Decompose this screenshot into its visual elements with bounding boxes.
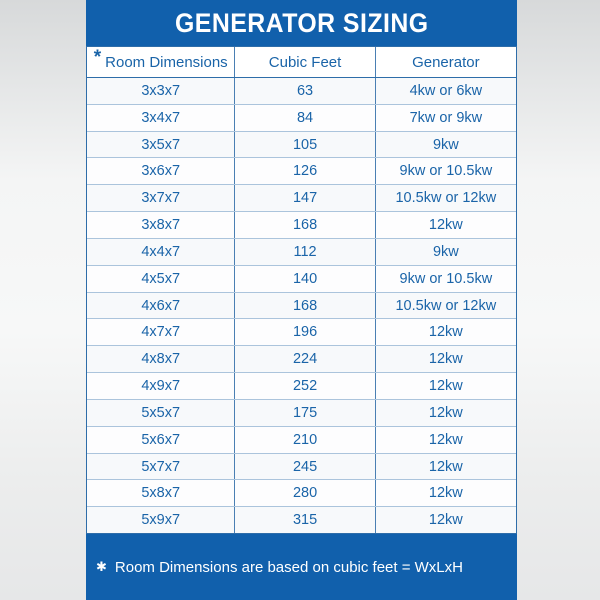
table-cell-cubic_feet: 196 (235, 319, 375, 345)
table-cell-room: 3x4x7 (87, 105, 235, 131)
table-row (87, 346, 516, 373)
table-cell-cubic_feet: 126 (235, 158, 375, 184)
table-cell-room: 5x8x7 (87, 480, 235, 506)
header-cubic-feet-label: Cubic Feet (268, 53, 342, 71)
footnote-text: Room Dimensions are based on cubic feet = WxLxH (114, 558, 463, 576)
table-row (87, 319, 516, 346)
table-cell-room: 3x6x7 (87, 158, 235, 184)
table-row (87, 373, 516, 400)
table-cell-generator: 9kw or 10.5kw (399, 270, 493, 287)
table-cell-cubic_feet: 63 (235, 78, 375, 104)
generator-sizing-panel (86, 0, 517, 600)
table-cell-generator: 12kw (428, 351, 463, 368)
table-cell-cubic_feet: 147 (235, 185, 375, 211)
table-cell-generator: 12kw (428, 431, 463, 448)
table-row (87, 212, 516, 239)
table-cell-generator: 9kw (432, 243, 459, 260)
table-cell-cubic_feet: 84 (235, 105, 375, 131)
table-cell-room: 4x5x7 (87, 266, 235, 292)
table-row (87, 78, 516, 105)
table-header-row (87, 47, 516, 78)
table-row (87, 239, 516, 266)
header-generator-label: Generator (412, 53, 480, 71)
header-cubic-feet (235, 47, 375, 77)
table-cell-cubic_feet: 105 (235, 132, 375, 158)
table-cell-generator: 9kw or 10.5kw (399, 163, 493, 180)
table-cell-generator: 10.5kw or 12kw (395, 190, 497, 207)
table-cell-generator: 12kw (428, 458, 463, 475)
table-cell-room: 4x8x7 (87, 346, 235, 372)
header-room-dimensions: * Room Dimensions (87, 47, 235, 77)
sizing-table (86, 46, 517, 534)
table-cell-generator: 12kw (428, 378, 463, 395)
table-cell-cubic_feet: 168 (235, 293, 375, 319)
table-cell-cubic_feet: 168 (235, 212, 375, 238)
table-cell-generator: 12kw (428, 485, 463, 502)
table-cell-room: 3x3x7 (87, 78, 235, 104)
table-cell-generator: 10.5kw or 12kw (395, 297, 497, 314)
table-cell-room: 5x6x7 (87, 427, 235, 453)
title-banner (86, 0, 517, 46)
table-row (87, 266, 516, 293)
table-row (87, 105, 516, 132)
table-cell-generator: 12kw (428, 512, 463, 529)
table-cell-room: 3x8x7 (87, 212, 235, 238)
table-row (87, 454, 516, 481)
table-row (87, 158, 516, 185)
header-room-dimensions-label: Room Dimensions (105, 53, 228, 71)
table-row (87, 427, 516, 454)
table-row (87, 132, 516, 159)
table-cell-cubic_feet: 315 (235, 507, 375, 533)
table-cell-generator: 12kw (428, 324, 463, 341)
table-cell-cubic_feet: 245 (235, 454, 375, 480)
table-cell-room: 4x7x7 (87, 319, 235, 345)
table-cell-room: 5x7x7 (87, 454, 235, 480)
table-cell-generator: 4kw or 6kw (409, 82, 483, 99)
table-cell-generator: 9kw (432, 136, 459, 153)
asterisk-icon: ✱ (96, 559, 107, 574)
table-cell-cubic_feet: 112 (235, 239, 375, 265)
table-cell-cubic_feet: 175 (235, 400, 375, 426)
table-cell-cubic_feet: 210 (235, 427, 375, 453)
table-cell-room: 4x9x7 (87, 373, 235, 399)
table-cell-room: 4x6x7 (87, 293, 235, 319)
table-row (87, 400, 516, 427)
table-cell-cubic_feet: 280 (235, 480, 375, 506)
table-cell-room: 5x9x7 (87, 507, 235, 533)
table-cell-room: 3x7x7 (87, 185, 235, 211)
table-row (87, 293, 516, 320)
table-cell-generator: 7kw or 9kw (409, 109, 483, 126)
table-cell-cubic_feet: 224 (235, 346, 375, 372)
table-row (87, 480, 516, 507)
table-cell-room: 4x4x7 (87, 239, 235, 265)
table-cell-room: 3x5x7 (87, 132, 235, 158)
footnote-bar (86, 534, 517, 600)
table-cell-room: 5x5x7 (87, 400, 235, 426)
table-row (87, 507, 516, 533)
table-cell-generator: 12kw (428, 404, 463, 421)
table-cell-cubic_feet: 252 (235, 373, 375, 399)
table-cell-cubic_feet: 140 (235, 266, 375, 292)
table-cell-generator: 12kw (428, 217, 463, 234)
header-generator (376, 47, 516, 77)
page-title: GENERATOR SIZING (174, 7, 429, 38)
table-row (87, 185, 516, 212)
